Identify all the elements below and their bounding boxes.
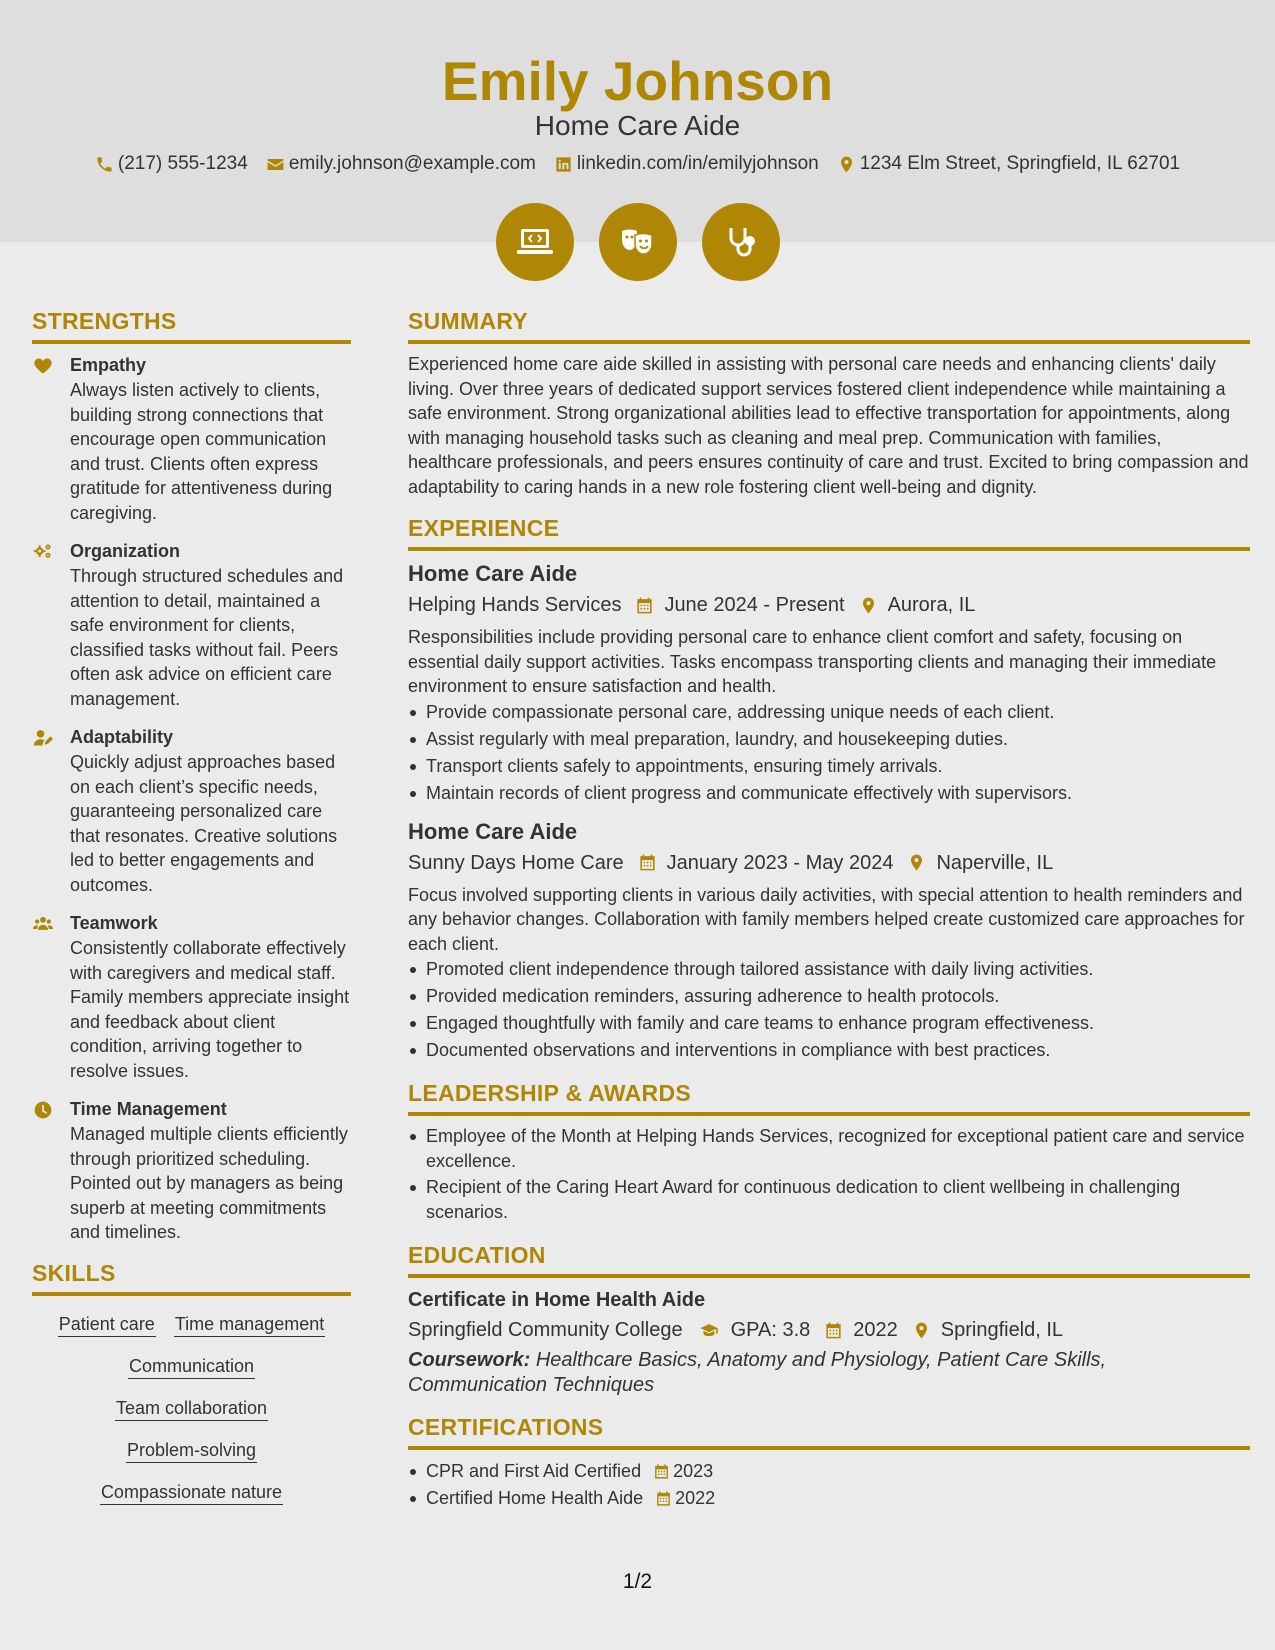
job-description: Focus involved supporting clients in various daily activities, with special attention to health reminders and any behavior changes. Collaboration with family members helped create customized care approaches for each client. [408,884,1245,954]
job-bullet: Documented observations and interventions in compliance with best practices. [408,1037,1250,1064]
coursework [408,1348,1250,1398]
experience-heading: EXPERIENCE [408,513,1250,551]
job-bullet: Assist regularly with meal preparation, laundry, and housekeeping duties. [408,726,1250,753]
strength-item [32,724,351,897]
strength-name: Empathy [70,355,147,375]
award-item: Employee of the Month at Helping Hands Services, recognized for exceptional patient care and service excellence. [408,1124,1250,1173]
skill-tag: Problem-solving [126,1440,257,1463]
job-company: Sunny Days Home Care [408,851,624,874]
certification-name: CPR and First Aid Certified [426,1461,642,1481]
awards-list [408,1124,1250,1224]
map-marker-icon [859,596,878,615]
candidate-title: Home Care Aide [534,110,741,141]
graduation-cap-icon [697,1321,721,1340]
coursework-label: Coursework: [408,1349,531,1371]
skill-wrap [58,1312,156,1336]
job-bullet: Maintain records of client progress and communicate effectively with supervisors. [408,780,1250,807]
job-entry [408,559,1250,807]
education-location: Springfield, IL [940,1319,1064,1341]
email-text[interactable]: emily.johnson@example.com [288,153,536,174]
coursework-text: Healthcare Basics, Anatomy and Physiology, Patient Care Skills, Communication Techniques [408,1349,1107,1396]
page-number: 1/2 [622,1570,653,1593]
contact-address [837,150,1180,178]
certification-row [426,1485,1250,1512]
summary-text: Experienced home care aide skilled in assisting with personal care needs and enhancing clients' daily living. Over three years of dedicated support services fostered client independence while maintaining a safe environment. Strong organizational abilities lead to effective transportation for appointments, along with managing household tasks such as cleaning and meal prep. Communication with families, healthcare professionals, and peers ensures continuity of care and trust. Excited to bring compassion and adaptability to caring hands in a new role fostering client well-being and dignity. [408,354,1249,497]
certifications-list [408,1458,1250,1512]
strength-text [70,910,351,1083]
map-marker-icon [907,853,926,872]
job-bullet: Provide compassionate personal care, addressing unique needs of each client. [408,699,1250,726]
summary-heading: SUMMARY [408,306,1250,344]
contact-bar [0,150,1275,178]
calendar-icon [653,1463,670,1480]
strength-desc: Consistently collaborate effectively with caregivers and medical staff. Family members appreciate insight and feedback about client condition, arriving together to resolve issues. [70,938,350,1081]
skills-list [32,1304,351,1512]
education-heading: EDUCATION [408,1240,1250,1278]
contact-linkedin[interactable] [554,150,819,178]
strength-item [32,352,351,525]
certification-name: Certified Home Health Aide [426,1488,644,1508]
skill-wrap [32,1438,351,1462]
badge-row [0,203,1275,281]
contact-email[interactable] [266,150,536,178]
strength-icon-wrap [32,910,70,1083]
job-bullet: Transport clients safely to appointments, ensuring timely arrivals. [408,753,1250,780]
job-bullets [408,956,1250,1064]
skills-heading: SKILLS [32,1258,351,1296]
award-item: Recipient of the Caring Heart Award for continuous dedication to client wellbeing in challenging scenarios. [408,1175,1250,1224]
certification-year: 2022 [675,1488,716,1508]
education-year: 2022 [853,1319,898,1341]
left-column [32,306,351,1512]
calendar-icon [655,1490,672,1507]
phone-text: (217) 555-1234 [117,153,248,174]
job-dates: June 2024 - Present [664,594,845,616]
linkedin-text[interactable]: linkedin.com/in/emilyjohnson [576,153,819,174]
stethoscope-badge [702,203,780,281]
gears-icon [32,542,54,562]
envelope-icon [266,155,285,174]
strengths-list [32,352,351,1245]
phone-icon [95,155,114,174]
job-company: Helping Hands Services [408,594,622,616]
job-location: Aurora, IL [887,594,976,616]
skill-wrap [32,1396,351,1420]
job-bullets [408,699,1250,807]
strength-desc: Quickly adjust approaches based on each client’s specific needs, guaranteeing personalized care that resonates. Creative solutions led to better engagements and outcomes. [70,752,338,895]
strength-icon-wrap [32,538,70,711]
job-title: Home Care Aide [408,818,578,844]
strength-icon-wrap [32,724,70,897]
strength-text [70,352,351,525]
map-marker-icon [837,155,856,174]
certification-item [408,1458,1250,1485]
strength-item [32,910,351,1083]
laptop-code-icon [515,222,555,262]
gpa-text: GPA: 3.8 [730,1319,811,1341]
clock-icon [32,1100,54,1120]
skill-tag: Patient care [58,1314,156,1337]
users-icon [32,914,54,934]
strength-name: Time Management [70,1099,227,1119]
candidate-name: Emily Johnson [441,50,834,112]
job-meta [408,847,1250,879]
job-location: Naperville, IL [936,851,1054,874]
strength-desc: Through structured schedules and attention to detail, maintained a safe environment for clients, classified tasks without fail. Peers often ask advice on efficient care management. [70,566,344,709]
strength-item [32,1096,351,1245]
job-entry [408,817,1250,1065]
strength-text [70,1096,351,1245]
job-meta [408,589,1250,621]
right-column [408,306,1250,1512]
job-description: Responsibilities include providing personal care to enhance client comfort and safety, focusing on essential daily support activities. Tasks encompass transporting clients and managing their immediate environment to ensure satisfaction and health. [408,627,1217,696]
calendar-icon [635,596,654,615]
strength-name: Organization [70,541,181,561]
skill-wrap [174,1312,325,1336]
certification-row [426,1458,1250,1485]
job-bullet: Engaged thoughtfully with family and care teams to enhance program effectiveness. [408,1010,1250,1037]
experience-list [408,559,1250,1064]
address-text: 1234 Elm Street, Springfield, IL 62701 [859,153,1181,174]
calendar-icon [824,1321,843,1340]
strength-text [70,538,351,711]
strength-name: Teamwork [70,913,158,933]
header-band [0,0,1275,242]
certification-item [408,1485,1250,1512]
heart-icon [32,356,54,376]
masks-theater-icon [618,222,658,262]
job-title: Home Care Aide [408,561,578,586]
degree-title: Certificate in Home Health Aide [408,1289,706,1311]
strength-icon-wrap [32,352,70,525]
strength-icon-wrap [32,1096,70,1245]
job-bullet: Provided medication reminders, assuring adherence to health protocols. [408,983,1250,1010]
skill-wrap [32,1480,351,1504]
skill-tag: Compassionate nature [100,1482,283,1505]
strength-desc: Managed multiple clients efficiently through prioritized scheduling. Pointed out by managers as being superb at meeting commitments and timelines. [70,1124,348,1242]
strength-desc: Always listen actively to clients, building strong connections that encourage open communication and trust. Clients often express gratitude for attentiveness during caregiving. [70,380,333,523]
strengths-heading: STRENGTHS [32,306,351,344]
certification-year: 2023 [673,1461,714,1481]
school-name: Springfield Community College [408,1319,683,1341]
skill-wrap [32,1354,351,1378]
strength-text [70,724,351,897]
strength-item [32,538,351,711]
stethoscope-icon [721,222,761,262]
skill-tag: Time management [174,1314,325,1337]
skill-tag: Communication [128,1356,255,1379]
user-edit-icon [32,728,54,748]
strength-name: Adaptability [70,727,174,747]
laptop-code-badge [496,203,574,281]
contact-phone [95,150,248,178]
masks-theater-badge [599,203,677,281]
job-dates: January 2023 - May 2024 [666,851,894,874]
certifications-heading: CERTIFICATIONS [408,1412,1250,1450]
skill-tag: Team collaboration [115,1398,268,1421]
job-bullet: Promoted client independence through tailored assistance with daily living activities. [408,956,1250,983]
awards-heading: LEADERSHIP & AWARDS [408,1078,1250,1116]
education-meta [408,1314,1250,1346]
calendar-icon [638,853,657,872]
linkedin-icon [554,155,573,174]
map-marker-icon [912,1321,931,1340]
